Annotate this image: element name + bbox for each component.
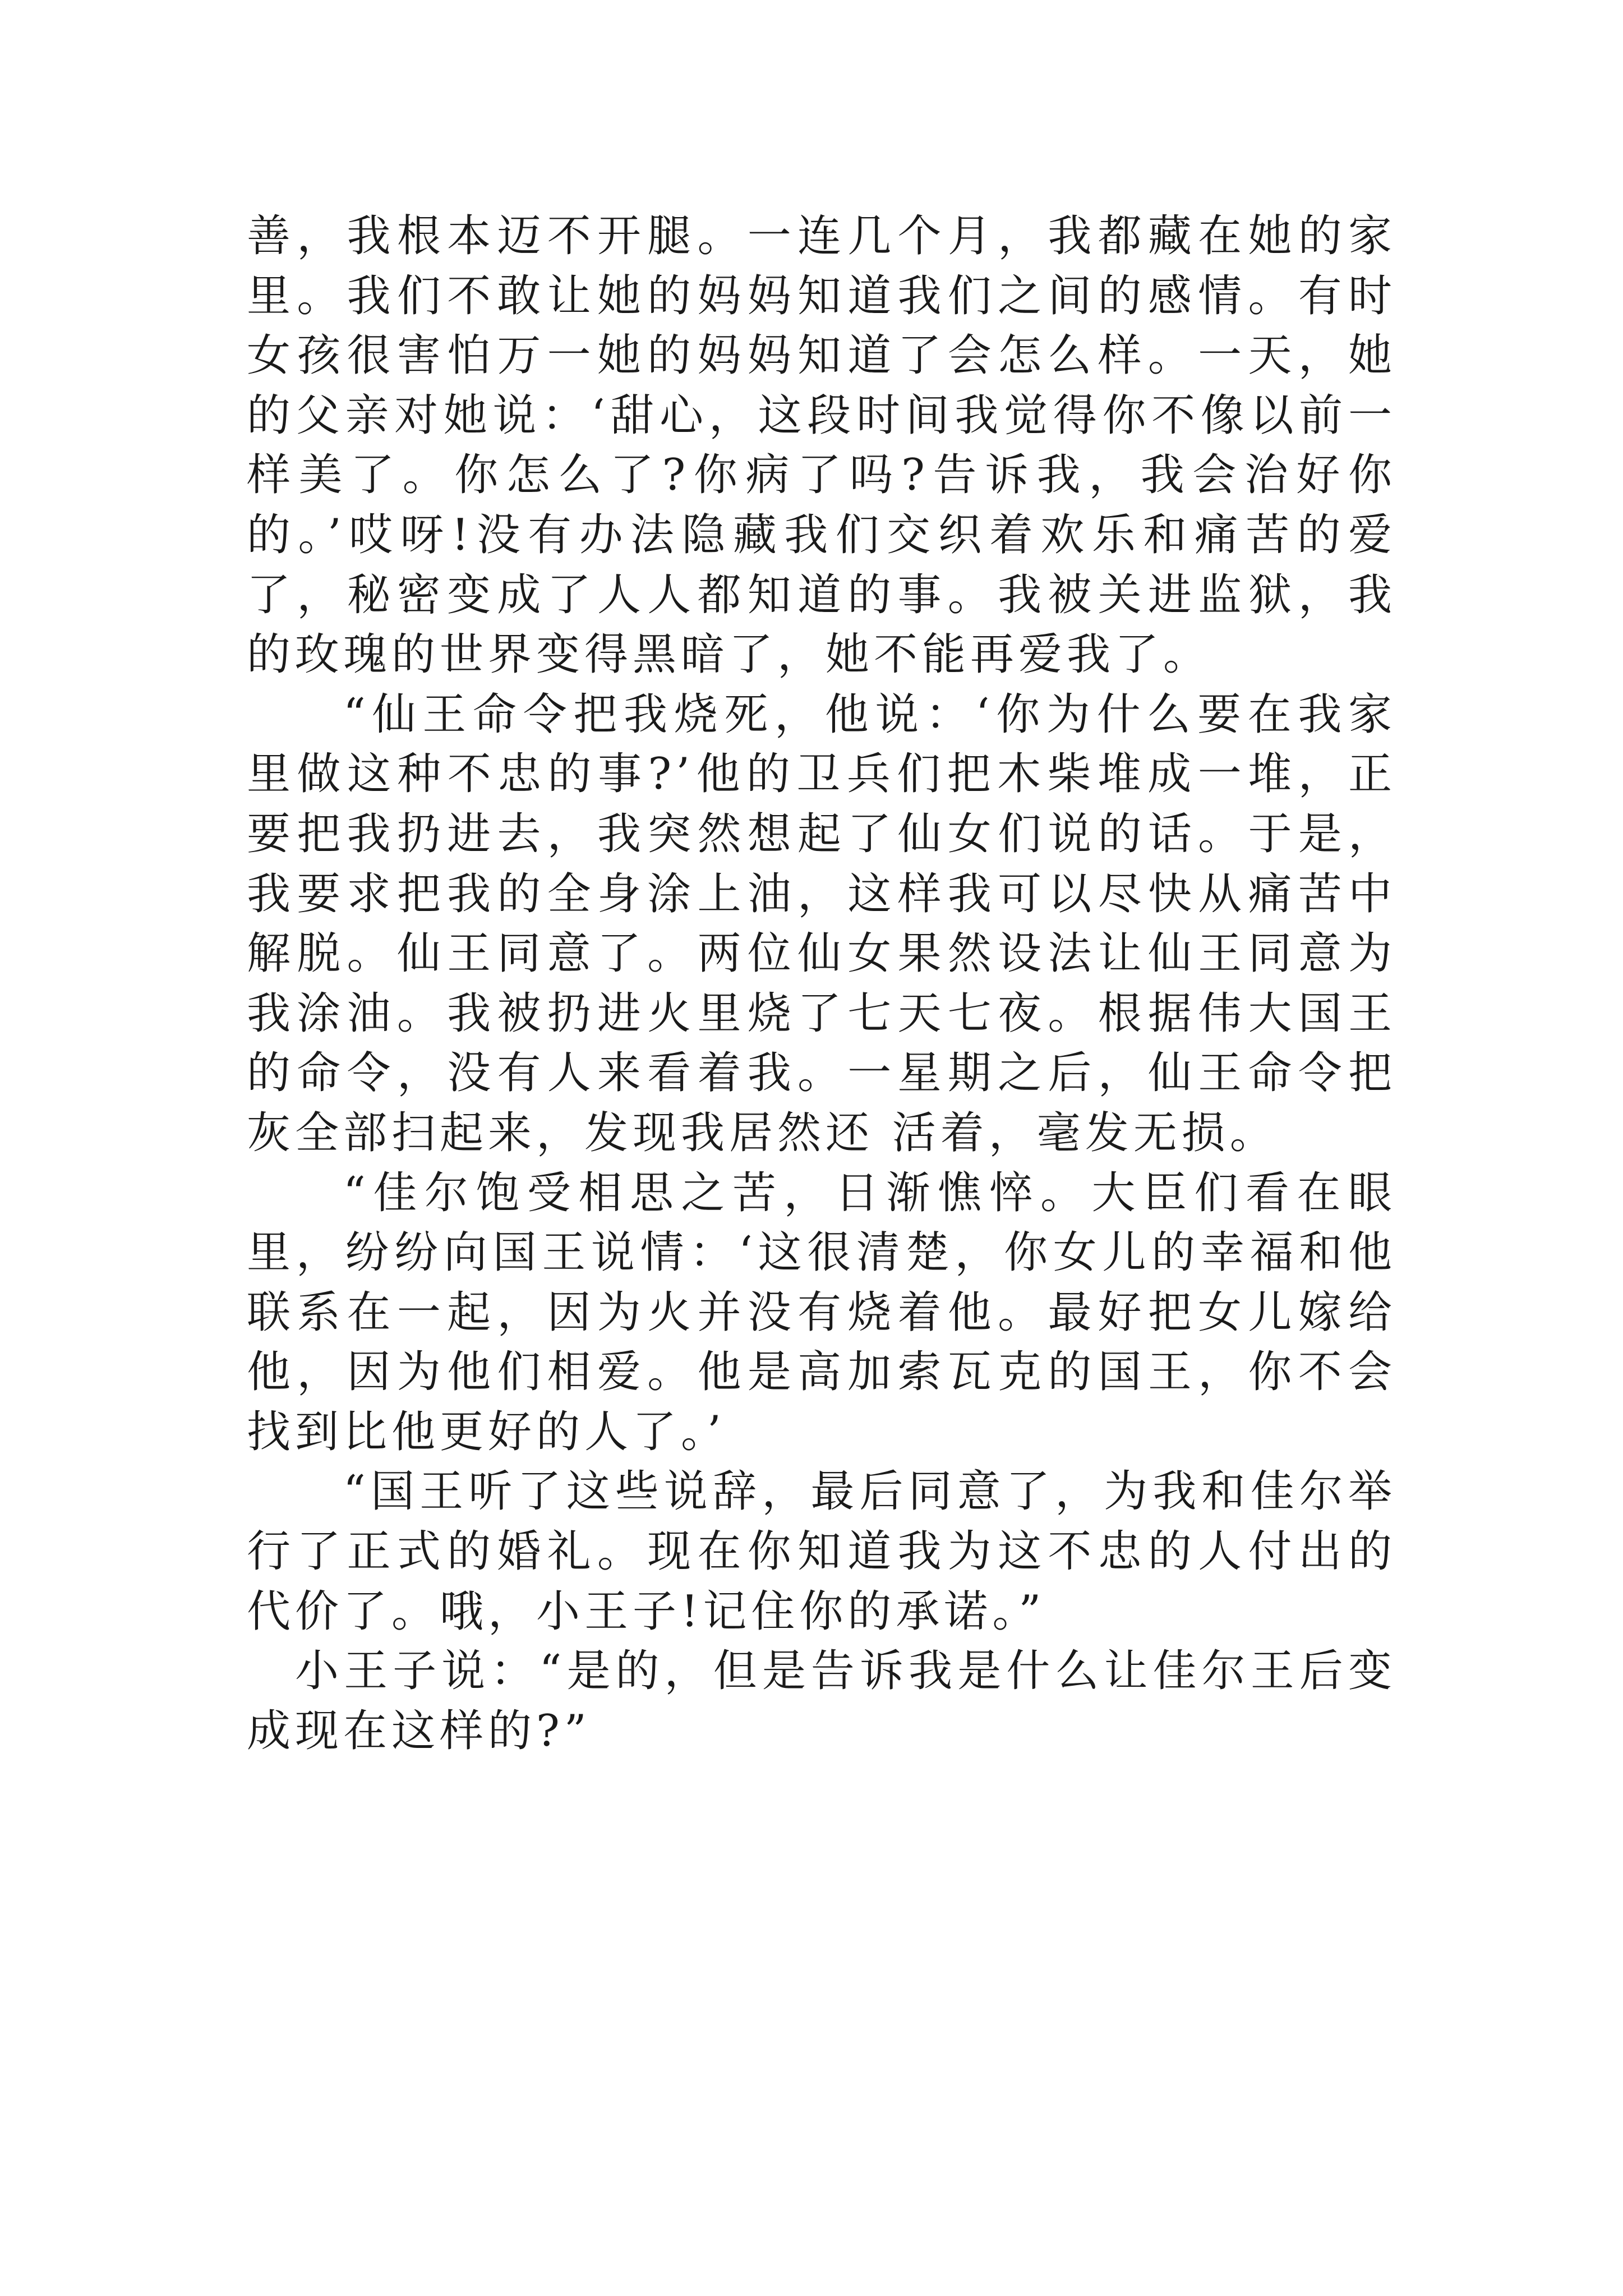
paragraph-continuation: 善，我根本迈不开腿。一连几个月，我都藏在她的家里。我们不敢让她的妈妈知道我们之间的感情。有时女孩很害怕万一她的妈妈知道了会怎么样。一天，她的父亲对她说：‘甜心，这段时间我觉得你不像以前一样美了。你怎么了?你病了吗?告诉我，我会治好你的。’哎呀!没有办法隐藏我们交织着欢乐和痛苦的爱了，秘密变成了人人都知道的事。我被关进监狱，我的玫瑰的世界变得黑暗了，她不能再爱我了。 [247,211,1396,680]
paragraph: “国王听了这些说辞，最后同意了，为我和佳尔举行了正式的婚礼。现在你知道我为这不忠的人付出的代价了。哦，小王子!记住你的承诺。” [247,1466,1396,1637]
paragraph: “仙王命令把我烧死，他说：‘你为什么要在我家里做这种不忠的事?’他的卫兵们把木柴堆成一堆，正要把我扔进去，我突然想起了仙女们说的话。于是，我要求把我的全身涂上油，这样我可以尽快从痛苦中解脱。仙王同意了。两位仙女果然设法让仙王同意为我涂油。我被扔进火里烧了七天七夜。根据伟大国王的命令，没有人来看着我。一星期之后，仙王命令把灰全部扫起来，发现我居然还 活着，毫发无损。 [247,689,1396,1158]
body-text [247,206,1396,1761]
paragraph: “佳尔饱受相思之苦，日渐憔悴。大臣们看在眼里，纷纷向国王说情：‘这很清楚，你女儿的幸福和他联系在一起，因为火并没有烧着他。最好把女儿嫁给他，因为他们相爱。他是高加索瓦克的国王，你不会找到比他更好的人了。’ [247,1167,1396,1457]
paragraph: 小王子说：“是的，但是告诉我是什么让佳尔王后变成现在这样的?” [247,1646,1396,1756]
